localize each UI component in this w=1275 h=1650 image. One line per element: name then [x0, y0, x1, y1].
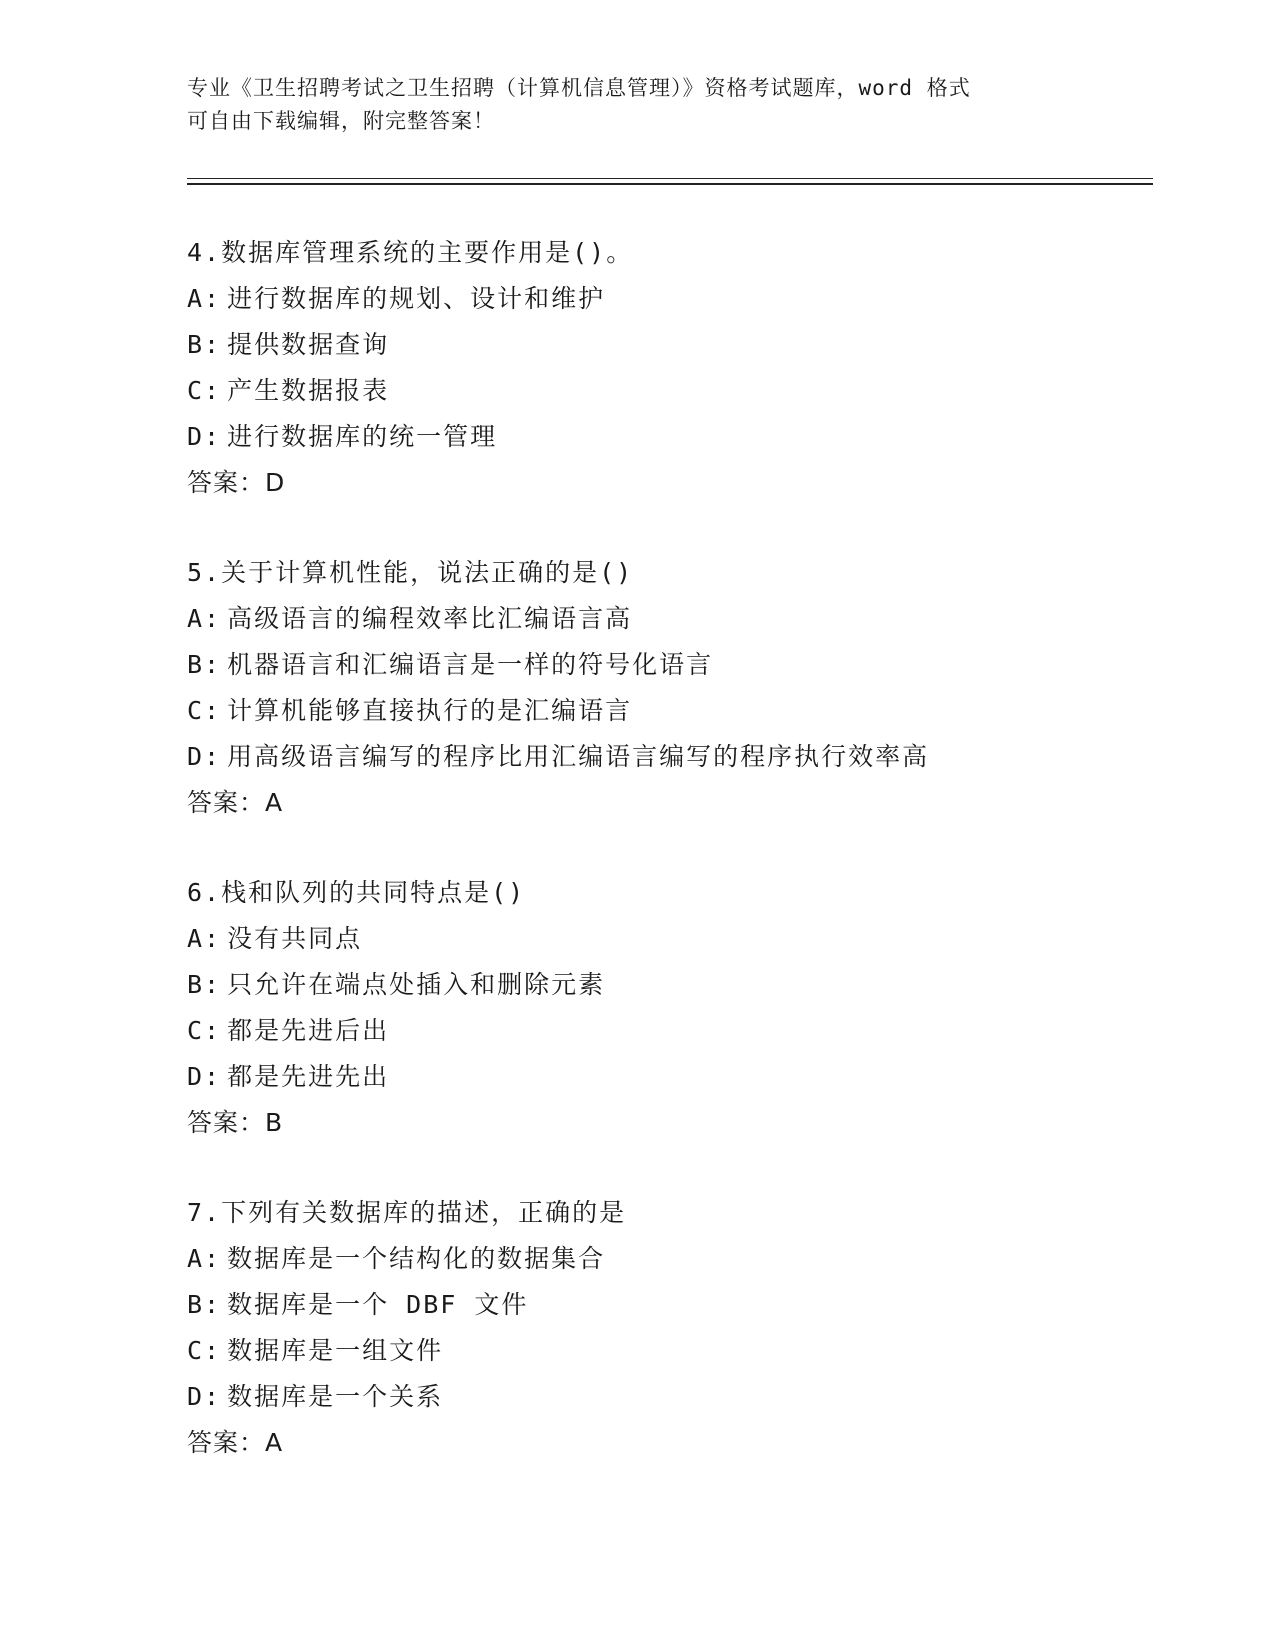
- header-divider-thin: [187, 178, 1153, 179]
- option-text: 没有共同点: [227, 924, 363, 953]
- option-key: B:: [187, 970, 222, 999]
- option-key: A:: [187, 604, 222, 633]
- option-text: 都是先进先出: [227, 1062, 390, 1091]
- option-d: [187, 734, 1137, 780]
- question-stem: 5.关于计算机性能，说法正确的是(): [187, 558, 634, 587]
- option-a: [187, 1236, 1137, 1282]
- option-a: [187, 276, 1137, 322]
- option-key: D:: [187, 1062, 222, 1091]
- answer-line: 答案：A: [187, 1428, 284, 1457]
- option-key: C:: [187, 1336, 222, 1365]
- header-divider-thick: [187, 183, 1153, 185]
- option-text: 高级语言的编程效率比汇编语言高: [227, 604, 633, 633]
- option-c: [187, 368, 1137, 414]
- option-a: [187, 596, 1137, 642]
- option-key: B:: [187, 650, 222, 679]
- option-text: 计算机能够直接执行的是汇编语言: [227, 696, 633, 725]
- option-c: [187, 1328, 1137, 1374]
- option-text: 用高级语言编写的程序比用汇编语言编写的程序执行效率高: [227, 742, 930, 771]
- question-block: [187, 550, 1137, 826]
- option-text: 数据库是一个 DBF 文件: [227, 1290, 529, 1319]
- option-text: 提供数据查询: [227, 330, 390, 359]
- option-key: D:: [187, 742, 222, 771]
- document-header: [187, 72, 1087, 138]
- option-key: B:: [187, 1290, 222, 1319]
- option-d: [187, 414, 1137, 460]
- option-text: 只允许在端点处插入和删除元素: [227, 970, 606, 999]
- option-text: 数据库是一个关系: [227, 1382, 444, 1411]
- option-key: A:: [187, 924, 222, 953]
- question-stem: 7.下列有关数据库的描述，正确的是: [187, 1198, 627, 1227]
- option-text: 机器语言和汇编语言是一样的符号化语言: [227, 650, 714, 679]
- option-b: [187, 642, 1137, 688]
- option-text: 产生数据报表: [227, 376, 390, 405]
- option-b: [187, 962, 1137, 1008]
- question-block: [187, 1190, 1137, 1466]
- header-line-1: 专业《卫生招聘考试之卫生招聘（计算机信息管理）》资格考试题库，word 格式: [187, 76, 971, 100]
- option-d: [187, 1374, 1137, 1420]
- header-line-2: 可自由下载编辑，附完整答案！: [187, 109, 495, 133]
- option-c: [187, 1008, 1137, 1054]
- question-block: [187, 870, 1137, 1146]
- option-a: [187, 916, 1137, 962]
- option-key: B:: [187, 330, 222, 359]
- option-key: C:: [187, 1016, 222, 1045]
- answer-line: 答案：A: [187, 788, 284, 817]
- option-text: 都是先进后出: [227, 1016, 390, 1045]
- option-key: C:: [187, 696, 222, 725]
- question-block: [187, 230, 1137, 506]
- option-key: D:: [187, 422, 222, 451]
- option-key: A:: [187, 1244, 222, 1273]
- option-c: [187, 688, 1137, 734]
- option-text: 进行数据库的统一管理: [227, 422, 498, 451]
- option-b: [187, 322, 1137, 368]
- option-key: C:: [187, 376, 222, 405]
- option-text: 数据库是一个结构化的数据集合: [227, 1244, 606, 1273]
- option-b: [187, 1282, 1137, 1328]
- answer-line: 答案：B: [187, 1108, 284, 1137]
- answer-line: 答案：D: [187, 468, 286, 497]
- option-d: [187, 1054, 1137, 1100]
- option-text: 进行数据库的规划、设计和维护: [227, 284, 606, 313]
- question-stem: 4.数据库管理系统的主要作用是()。: [187, 238, 634, 267]
- option-key: D:: [187, 1382, 222, 1411]
- question-stem: 6.栈和队列的共同特点是(): [187, 878, 526, 907]
- option-text: 数据库是一组文件: [227, 1336, 444, 1365]
- option-key: A:: [187, 284, 222, 313]
